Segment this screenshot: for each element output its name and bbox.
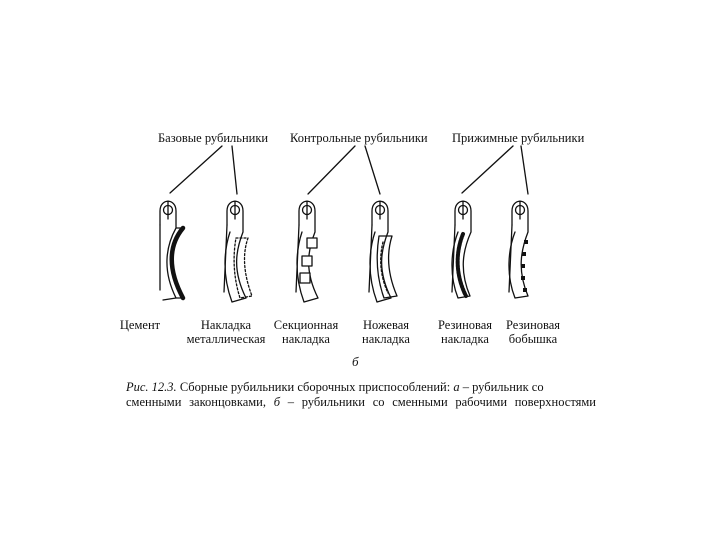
tool-rubber-boss — [509, 201, 528, 298]
tool-label-sectional-plate: Секционная накладка — [273, 318, 339, 346]
tool-rubber-plate — [452, 201, 471, 298]
tool-knife-plate — [369, 201, 397, 302]
tool-label-rubber-plate: Резиновая накладка — [437, 318, 493, 346]
tool-label-knife-plate: Ножевая накладка — [362, 318, 410, 346]
tool-label-rubber-boss: Резиновая бобышка — [505, 318, 561, 346]
group-label-base: Базовые рубильники — [158, 131, 269, 145]
tool-sectional-plate — [296, 201, 318, 302]
group-label-clamp: Прижимные рубильники — [452, 131, 585, 145]
tool-label-cement: Цемент — [119, 318, 161, 332]
tool-label-metal-plate: Накладка металлическая — [186, 318, 266, 346]
group-label-control: Контрольные рубильники — [290, 131, 428, 145]
leader-lines — [170, 146, 528, 194]
tool-metal-plate — [224, 201, 252, 302]
sublabel-b: б — [352, 354, 359, 369]
figure-caption: Рис. 12.3. Сборные рубильники сборочных приспособлений: а – рубильник со сменными законцовками, б – рубильники со сменными рабочими поверхностями — [126, 380, 597, 409]
tool-cement — [160, 201, 183, 300]
